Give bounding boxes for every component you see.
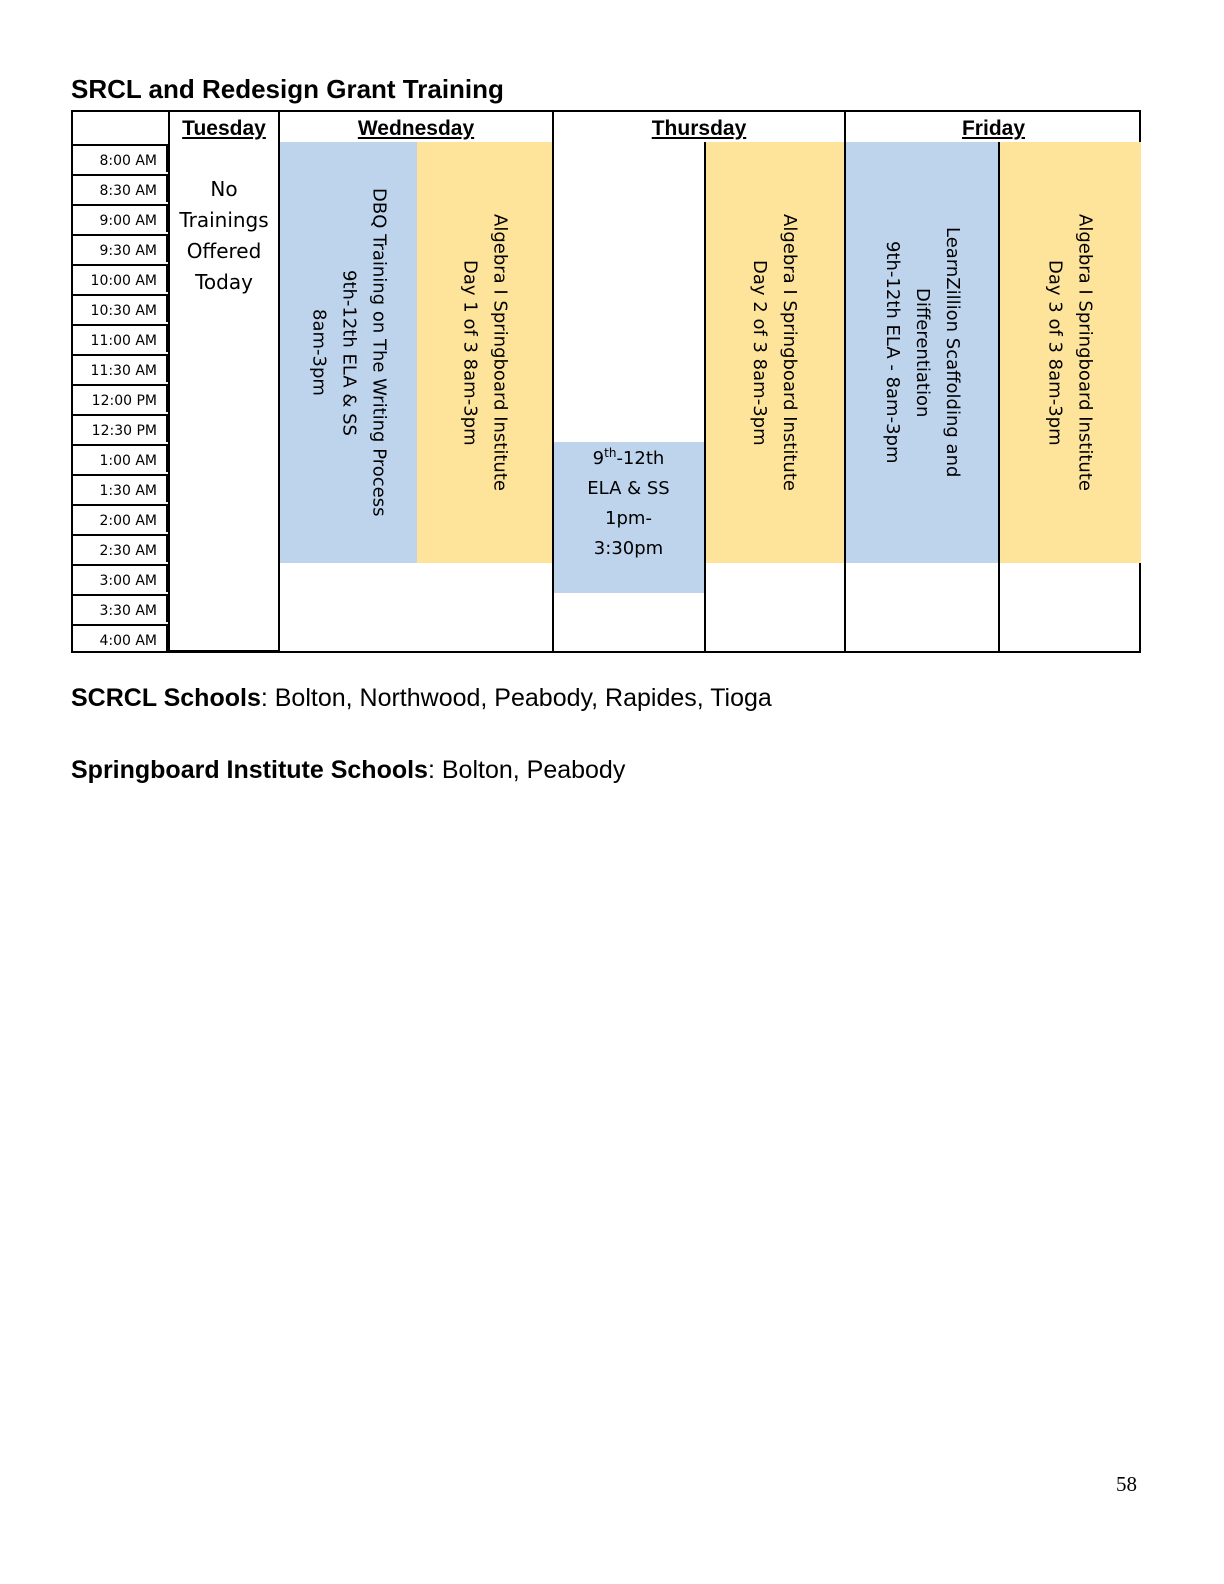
dbq-training-block (280, 142, 417, 563)
header-tuesday: Tuesday (182, 117, 266, 140)
algebra-line: Algebra I Springboard Institute (1074, 214, 1096, 491)
time-slot: 2:30 AM (73, 534, 168, 562)
lz-line: LearnZillion Scaffolding and (942, 227, 963, 478)
time-slot: 9:30 AM (73, 234, 168, 262)
divider (998, 142, 1000, 651)
algebra-line: Algebra I Springboard Institute (489, 214, 511, 491)
time-slot: 8:30 AM (73, 174, 168, 202)
time-slot: 2:00 AM (73, 504, 168, 532)
divider (278, 112, 280, 651)
scrcl-schools-note: SCRCL Schools: Bolton, Northwood, Peabody, Rapides, Tioga (71, 684, 772, 712)
header-friday: Friday (961, 117, 1026, 140)
time-slot: 1:30 AM (73, 474, 168, 502)
ela-line: 9th-12th (592, 446, 665, 469)
time-slot: 11:30 AM (73, 354, 168, 382)
time-slot: 3:00 AM (73, 564, 168, 592)
header-thursday: Thursday (651, 117, 747, 140)
algebra-line: Day 2 of 3 8am-3pm (749, 259, 770, 446)
time-slot: 1:00 AM (73, 444, 168, 472)
time-slot: 12:30 PM (73, 414, 168, 442)
time-slot: 9:00 AM (73, 204, 168, 232)
page-title: SRCL and Redesign Grant Training (71, 74, 504, 104)
divider (704, 142, 706, 651)
header-wednesday: Wednesday (357, 117, 475, 140)
divider (552, 112, 554, 651)
ela-line: ELA & SS (587, 478, 670, 499)
time-slot: 3:30 AM (73, 594, 168, 622)
algebra-line: Algebra I Springboard Institute (779, 214, 800, 491)
ela-ss-block (553, 442, 704, 593)
time-slot: 8:00 AM (73, 144, 168, 172)
algebra-line: Day 3 of 3 8am-3pm (1044, 259, 1066, 446)
algebra-day3-block (998, 142, 1141, 563)
springboard-schools-note: Springboard Institute Schools: Bolton, Peabody (71, 756, 626, 784)
dbq-line: DBQ Training on The Writing Process (368, 188, 390, 517)
time-slot: 12:00 PM (73, 384, 168, 412)
learnzillion-block (846, 142, 998, 563)
no-trainings-note: No Trainings Offered Today (179, 177, 269, 294)
divider (168, 650, 280, 653)
time-slot: 4:00 AM (73, 624, 168, 651)
time-slot: 10:30 AM (73, 294, 168, 322)
dbq-line: 8am-3pm (308, 309, 330, 396)
algebra-day1-block (417, 142, 552, 563)
lz-line: 9th-12th ELA - 8am-3pm (882, 241, 903, 464)
time-slot: 11:00 AM (73, 324, 168, 352)
dbq-line: 9th-12th ELA & SS (338, 269, 360, 436)
lz-line: Differentiation (912, 287, 933, 418)
ela-line: 3:30pm (593, 538, 664, 559)
divider (844, 112, 846, 651)
algebra-day2-block (704, 142, 844, 563)
algebra-line: Day 1 of 3 8am-3pm (459, 259, 481, 446)
time-slot: 10:00 AM (73, 264, 168, 292)
page-number: 58 (1116, 1472, 1137, 1496)
ela-line: 1pm- (605, 508, 652, 529)
schedule-table (71, 110, 1141, 653)
